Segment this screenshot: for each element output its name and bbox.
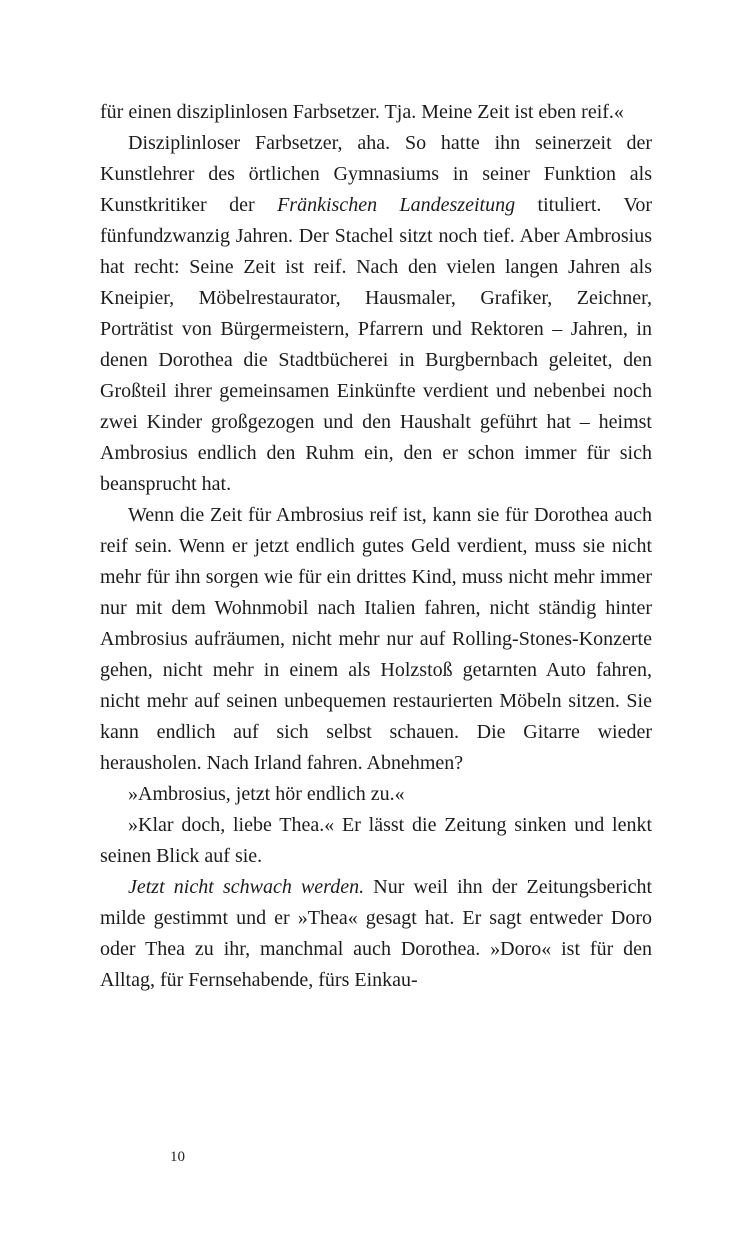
paragraph [100, 779, 652, 810]
paragraph-text: »Klar doch, liebe Thea.« Er lässt die Zeitung sinken und lenkt seinen Blick auf sie. [100, 814, 652, 867]
paragraph [100, 810, 652, 872]
paragraph-text: für einen disziplinlosen Farbsetzer. Tja. Meine Zeit ist eben reif.« [100, 101, 624, 123]
page-number: 10 [170, 1149, 185, 1165]
paragraph [100, 500, 652, 779]
paragraph [100, 872, 652, 996]
paragraph [100, 97, 652, 128]
text-column [100, 97, 652, 996]
paragraph-text-italic: Fränkischen Landeszeitung [277, 194, 516, 216]
paragraph-text: Disziplinloser Farbsetzer, aha. So hatte ihn seinerzeit der Kunstlehrer des örtlichen Gymnasiums in seiner Funktion als Kunstkritiker der [100, 132, 652, 216]
paragraph-text: Nur weil ihn der Zeitungsbericht milde gestimmt und er »Thea« gesagt hat. Er sagt entweder Doro oder Thea zu ihr, manchmal auch Dorothea. »Doro« ist für den Alltag, für Fernsehabende, fürs Einkau- [100, 876, 652, 991]
paragraph-text: tituliert. Vor fünfundzwanzig Jahren. Der Stachel sitzt noch tief. Aber Ambrosius hat recht: Seine Zeit ist reif. Nach den vielen langen Jahren als Kneipier, Möbelrestaurator, Hausmaler, Grafiker, Zeichner, Porträtist von Bürgermeistern, Pfarrern und Rektoren – Jahren, in denen Dorothea die Stadtbücherei in Burgbernbach geleitet, den Großteil ihrer gemeinsamen Einkünfte verdient und nebenbei noch zwei Kinder großgezogen und den Haushalt geführt hat – heimst Ambrosius endlich den Ruhm ein, den er schon immer für sich beansprucht hat. [100, 194, 653, 495]
paragraph-text: Wenn die Zeit für Ambrosius reif ist, kann sie für Dorothea auch reif sein. Wenn er jetzt endlich gutes Geld verdient, muss sie nicht mehr für ihn sorgen wie für ein drittes Kind, muss nicht mehr immer nur mit dem Wohnmobil nach Italien fahren, nicht ständig hinter Ambrosius aufräumen, nicht mehr nur auf Rolling-Stones-Konzerte gehen, nicht mehr in einem als Holzstoß getarnten Auto fahren, nicht mehr auf seinen unbequemen restaurierten Möbeln sitzen. Sie kann endlich auf sich selbst schauen. Die Gitarre wieder herausholen. Nach Irland fahren. Abnehmen? [100, 504, 652, 774]
paragraph-text: »Ambrosius, jetzt hör endlich zu.« [128, 783, 405, 805]
paragraph [100, 128, 652, 500]
paragraph-text-italic: Jetzt nicht schwach werden. [128, 876, 365, 898]
